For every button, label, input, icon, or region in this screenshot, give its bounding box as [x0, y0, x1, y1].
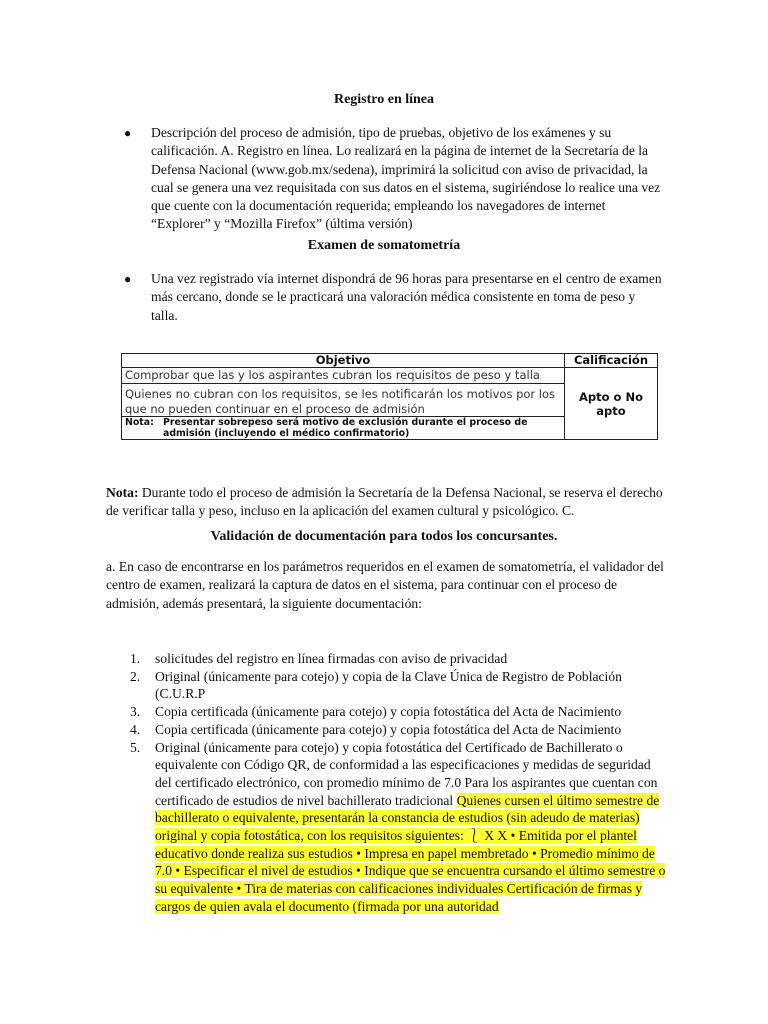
list-number: 4.: [130, 721, 141, 737]
validacion-intro: a. En caso de encontrarse en los parámetros requeridos en el examen de somatometría, el validador del centro de examen, realizará la captura de datos en el sistema, para continuar con el proceso de admisión, además presentará, la siguiente documentación:: [106, 559, 664, 611]
objetivo-note: [122, 417, 565, 440]
list-text: Copia certificada (únicamente para cotejo) y copia fotostática del Acta de Nacimiento: [155, 721, 622, 737]
list-number: 3.: [130, 704, 141, 720]
bullet-icon: ●: [124, 272, 132, 286]
list-number: 1.: [130, 651, 141, 666]
highlighted-text: Quienes cursen el último semestre de bachillerato o equivalente, presentarán la constancia de estudios (sin adeudo de materias) original y copia fotostática, con los requisitos siguientes: ⎱ X X • Emitida por el plantel educativo donde realiza sus estudios • Impresa en papel membretado • Promedio mínimo de 7.0 • Especificar el nivel de estudios • Indique que se encuentra cursando el último semestre o su equivalente • Tira de materias con calificaciones individuales Certificación de firmas y cargos de quien avala el documento (firmada por una autoridad: [155, 792, 666, 914]
registro-bullet: [124, 124, 664, 234]
list-item: [130, 703, 670, 721]
header-calificacion: Calificación: [565, 354, 658, 368]
validacion-heading: Validación de documentación para todos los concursantes.: [210, 529, 558, 544]
objetivo-table: [121, 353, 658, 440]
list-item: [130, 721, 670, 739]
registro-text: Descripción del proceso de admisión, tipo de pruebas, objetivo de los exámenes y su calificación. A. Registro en línea. Lo realizará en la página de internet de la Secretaría de la Defensa Nacional (www.gob.mx/sedena), imprimirá la solicitud con aviso de privacidad, la cual se genera una vez requisitada con sus datos en el sistema, sugiriéndose lo realice una vez que cuente con la documentación requerida; empleando los navegadores de internet “Explorer” y “Mozilla Firefox” (última versión): [151, 125, 661, 232]
bullet-icon: ●: [124, 126, 132, 140]
nota-text: Durante todo el proceso de admisión la Secretaría de la Defensa Nacional, se reserva el derecho de verificar talla y peso, incluso en la aplicación del examen cultural y psicológico. C.: [106, 485, 663, 519]
somatometria-heading: Examen de somatometría: [307, 238, 461, 253]
list-text: Original (únicamente para cotejo) y copia de la Clave Única de Registro de Población (C.U.R.P: [155, 668, 622, 702]
note-line-1: Presentar sobrepeso será motivo de exclusión durante el proceso de: [163, 417, 528, 428]
list-item: [130, 739, 670, 916]
list-item: [130, 668, 670, 703]
header-objetivo: Objetivo: [122, 354, 565, 368]
list-number: 2.: [130, 668, 141, 684]
somatometria-bullet: [124, 270, 664, 325]
list-text: Copia certificada (únicamente para cotejo) y copia fotostática del Acta de Nacimiento: [155, 704, 622, 720]
objetivo-row-1: Comprobar que las y los aspirantes cubran los requisitos de peso y talla: [122, 368, 565, 384]
list-text: Original (únicamente para cotejo) y copia fotostática del Certificado de Bachillerato o equivalente con Código QR, de conformidad a las especificaciones y medidas de seguridad del certificado electrónico, con promedio mínimo de 7.0 Para los aspirantes que cuentan con certificado de estudios de nivel bachillerato tradicional: [155, 739, 658, 808]
objetivo-row-2: Quienes no cubran con los requisitos, se les notificarán los motivos por los que no pueden continuar en el proceso de admisión: [122, 384, 565, 417]
somatometria-text: Una vez registrado vía internet dispondrá de 96 horas para presentarse en el centro de examen más cercano, donde se le practicará una valoración médica consistente en toma de peso y talla.: [151, 271, 662, 323]
nota-paragraph: [106, 484, 666, 521]
list-item: [130, 650, 670, 668]
nota-label: Nota:: [106, 485, 139, 500]
note-label: Nota:: [125, 417, 154, 428]
list-text: solicitudes del registro en línea firmadas con aviso de privacidad: [155, 651, 508, 666]
documentation-list: [130, 650, 670, 916]
registro-heading: Registro en línea: [333, 92, 435, 107]
note-line-2: admisión (incluyendo el médico confirmatorio): [163, 428, 410, 439]
calificacion-value: Apto o No apto: [565, 368, 658, 440]
list-number: 5.: [130, 739, 141, 755]
